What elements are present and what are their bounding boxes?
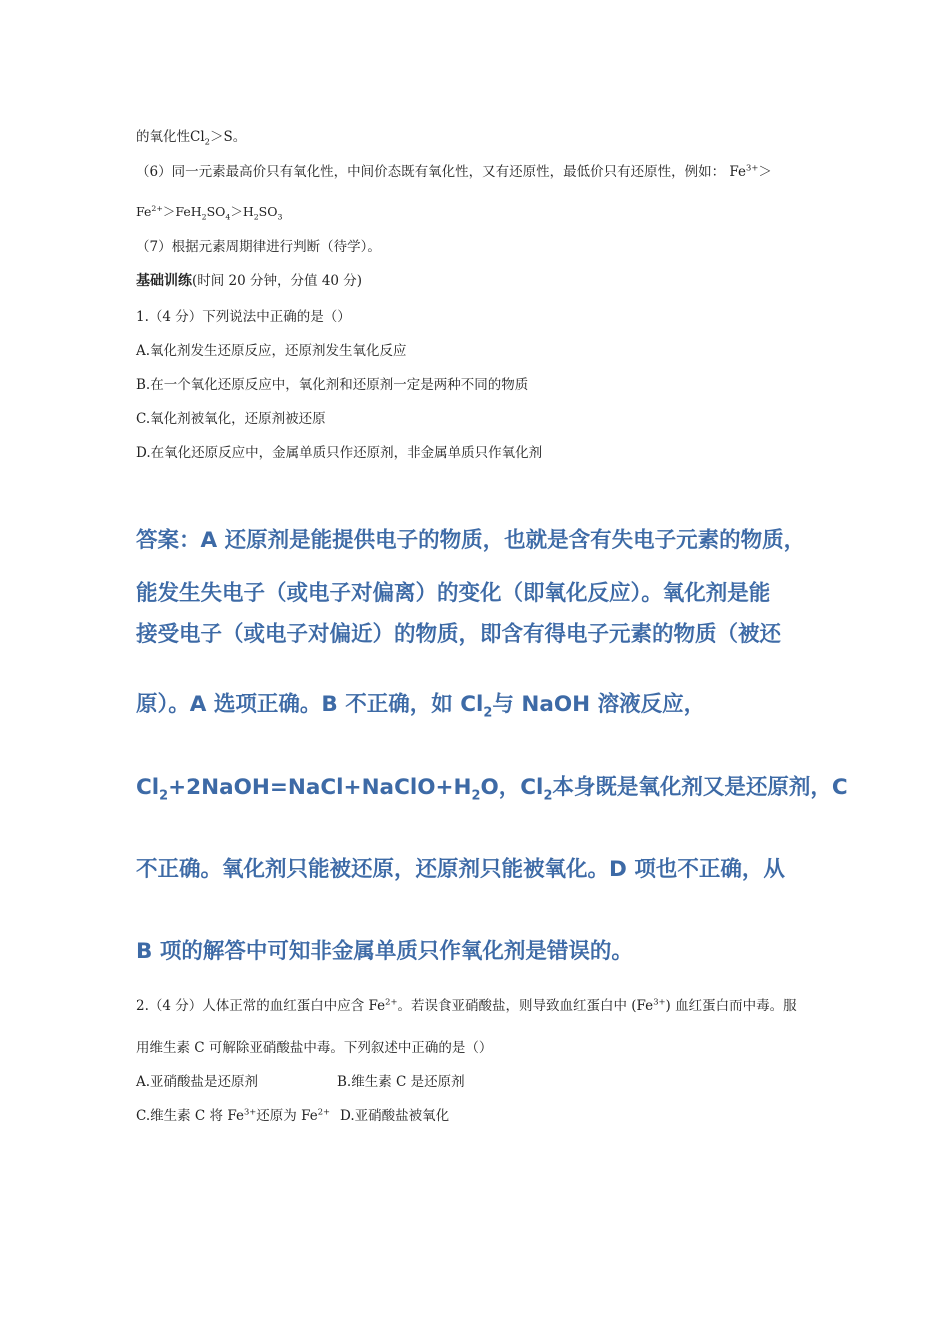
question-1-stem: 1.（4 分）下列说法中正确的是（）: [136, 309, 351, 325]
question-2-stem-1: 2.（4 分）人体正常的血红蛋白中应含 $Fe^{2+}$。若误食亚硝酸盐，则导致血红蛋白中 $(Fe^{3+})$ 血红蛋白而中毒。服: [136, 996, 797, 1014]
answer-line-3: 接受电子（或电子对偏近）的物质，即含有得电子元素的物质（被还: [136, 622, 782, 647]
rule-7-text: （7）根据元素周期律进行判断（待学）。: [136, 239, 381, 255]
answer-line-7: B 项的解答中可知非金属单质只作氧化剂是错误的。: [136, 939, 633, 964]
question-1-option-d: D.在氧化还原反应中，金属单质只作还原剂，非金属单质只作氧化剂: [136, 445, 543, 461]
rule-6-text: （6）同一元素最高价只有氧化性，中间价态既有氧化性，又有还原性，最低价只有还原性，例如： $Fe^{3+}>$: [136, 162, 772, 180]
answer-line-4: 原）。A 选项正确。B 不正确，如 $Cl_2$与 NaOH 溶液反应，: [136, 692, 706, 721]
question-2-option-d: D.亚硝酸盐被氧化: [340, 1108, 450, 1124]
rule-6-example: $Fe^{2+}>FeH_2SO_4>H_2SO_3$: [136, 203, 283, 222]
question-2-option-a: A.亚硝酸盐是还原剂: [136, 1074, 259, 1090]
question-1-option-a: A.氧化剂发生还原反应，还原剂发生氧化反应: [136, 343, 407, 359]
answer-line-2: 能发生失电子（或电子对偏离）的变化（即氧化反应）。氧化剂是能: [136, 581, 771, 606]
answer-line-6: 不正确。氧化剂只能被还原，还原剂只能被氧化。D 项也不正确，从: [136, 857, 785, 882]
intro-line-oxidizing: 的氧化性$Cl_2>S$。: [136, 129, 247, 147]
question-2-option-c: C.维生素 C 将 $Fe^{3+}$还原为 $Fe^{2+}$: [136, 1106, 331, 1124]
question-2-option-b: B.维生素 C 是还原剂: [337, 1074, 465, 1090]
question-1-option-b: B.在一个氧化还原反应中，氧化剂和还原剂一定是两种不同的物质: [136, 377, 529, 393]
section-meta: (时间 20 分钟，分值 40 分): [192, 273, 363, 289]
question-1-option-c: C.氧化剂被氧化，还原剂被还原: [136, 411, 326, 427]
answer-line-5-equation: $Cl_2+2NaOH=NaCl+NaClO+H_2O$，$Cl_2$本身既是氧化剂又是还原剂，C: [136, 775, 848, 804]
question-2-stem-2: 用维生素 C 可解除亚硝酸盐中毒。下列叙述中正确的是（）: [136, 1040, 493, 1056]
section-title: 基础训练: [136, 273, 192, 289]
section-heading: [136, 274, 362, 289]
answer-line-1: 答案：A 还原剂是能提供电子的物质，也就是含有失电子元素的物质，: [136, 528, 806, 553]
